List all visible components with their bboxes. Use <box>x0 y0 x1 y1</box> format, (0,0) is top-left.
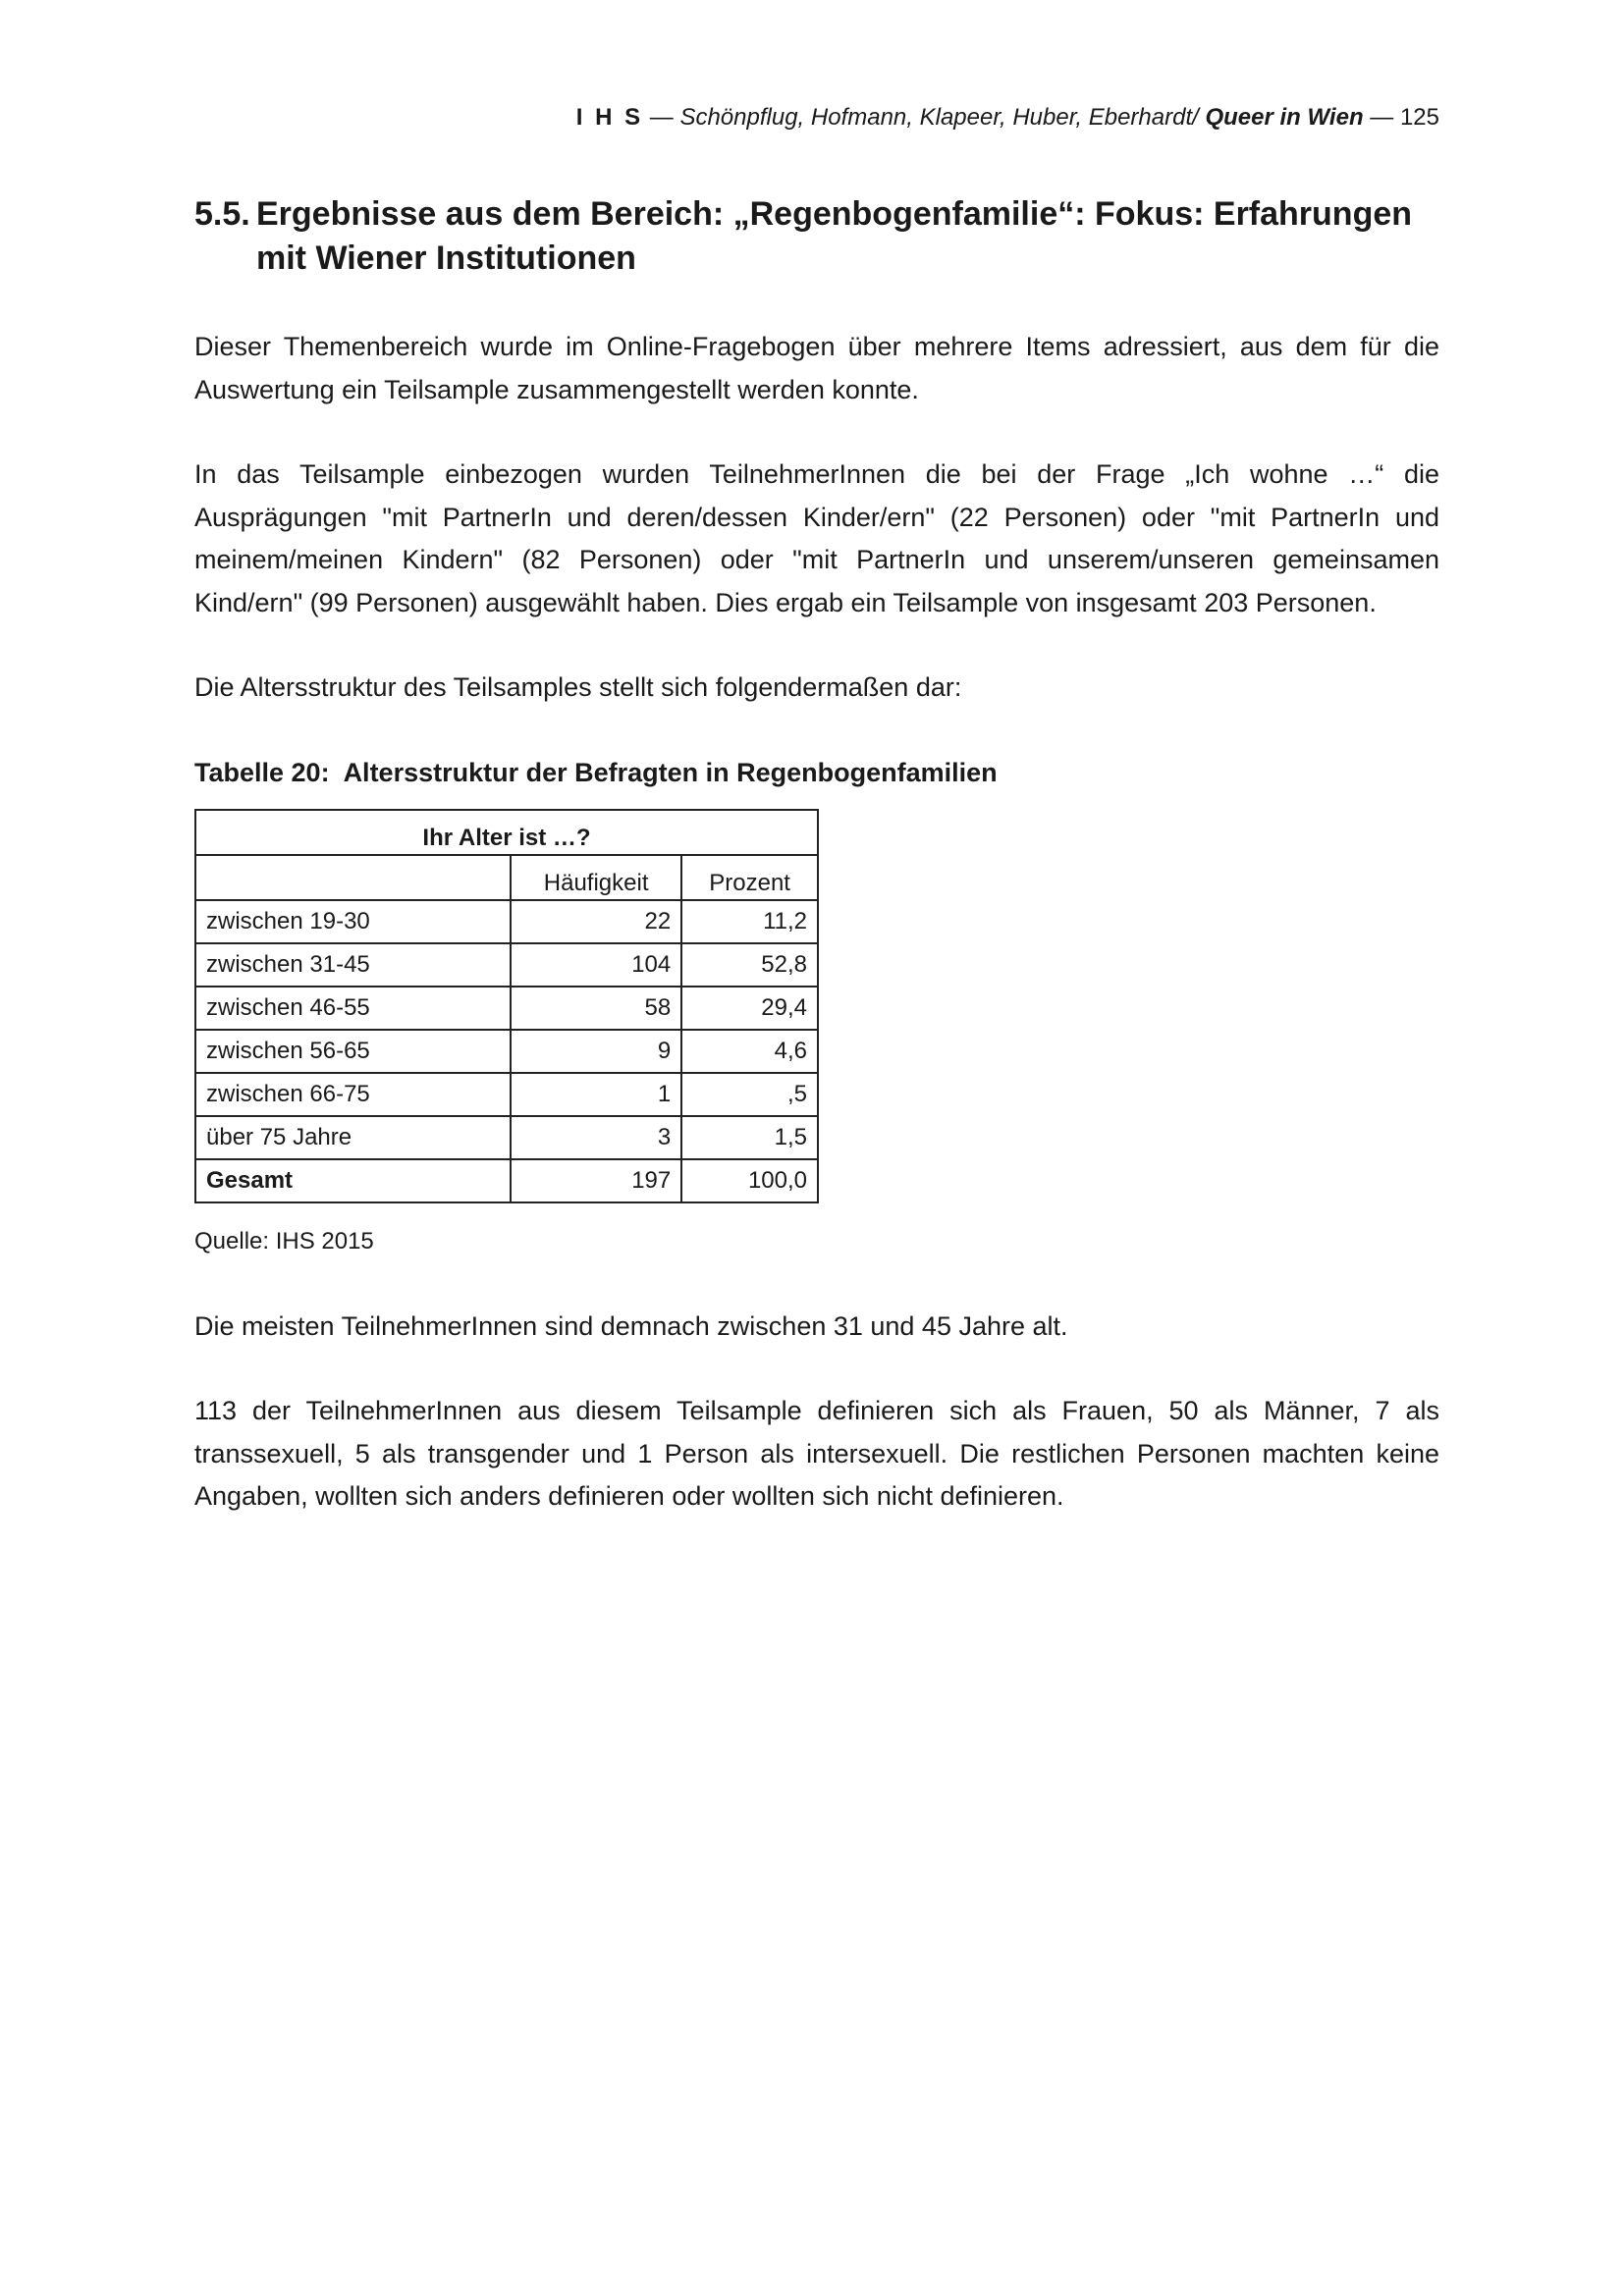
header-authors: Schönpflug, Hofmann, Klapeer, Huber, Eberhardt/ <box>679 104 1206 131</box>
table-source: Quelle: IHS 2015 <box>194 1228 374 1255</box>
row-label: zwischen 46-55 <box>195 987 511 1030</box>
row-frequency: 1 <box>511 1073 681 1116</box>
table-caption-label: Tabelle 20: <box>194 758 330 787</box>
paragraph: Dieser Themenbereich wurde im Online-Fragebogen über mehrere Items adressiert, aus dem für die Auswertung ein Teilsample zusammengestellt werden konnte. <box>194 332 1439 404</box>
row-frequency: 58 <box>511 987 681 1030</box>
section-title: Ergebnisse aus dem Bereich: „Regenbogenfamilie“: Fokus: Erfahrungen mit Wiener Institutionen <box>256 195 1413 277</box>
row-percent: 52,8 <box>681 943 818 987</box>
row-frequency: 22 <box>511 900 681 943</box>
row-percent: 4,6 <box>681 1030 818 1073</box>
column-header-percent: Prozent <box>681 855 818 900</box>
table-row <box>195 987 818 1030</box>
row-label: zwischen 66-75 <box>195 1073 511 1116</box>
running-header <box>194 103 1439 133</box>
row-percent: ,5 <box>681 1073 818 1116</box>
row-frequency: 104 <box>511 943 681 987</box>
row-frequency: 3 <box>511 1116 681 1159</box>
header-dash: — <box>643 104 680 131</box>
table-row <box>195 943 818 987</box>
total-percent: 100,0 <box>681 1159 818 1202</box>
row-percent: 29,4 <box>681 987 818 1030</box>
table-column-header-row <box>195 855 818 900</box>
row-label: über 75 Jahre <box>195 1116 511 1159</box>
paragraph: 113 der TeilnehmerInnen aus diesem Teilsample definieren sich als Frauen, 50 als Männer, 7 als transsexuell, 5 als transgender und 1 Person als intersexuell. Die restlichen Personen machten keine Angaben, wollten sich anders definieren oder wollten sich nicht definieren. <box>194 1396 1439 1511</box>
header-dash: — <box>1363 104 1400 131</box>
table-row <box>195 1073 818 1116</box>
table-total-row <box>195 1159 818 1202</box>
section-heading <box>194 192 1439 281</box>
header-org: I H S <box>575 104 644 131</box>
age-frequency-table <box>194 809 819 1203</box>
paragraph: Die Altersstruktur des Teilsamples stellt sich folgendermaßen dar: <box>194 672 962 702</box>
page-number: 125 <box>1399 104 1439 131</box>
table-row <box>195 1030 818 1073</box>
table-header-row <box>195 810 818 855</box>
row-percent: 11,2 <box>681 900 818 943</box>
section-number: 5.5. <box>194 195 250 233</box>
row-frequency: 9 <box>511 1030 681 1073</box>
total-label: Gesamt <box>195 1159 511 1202</box>
header-book-title: Queer in Wien <box>1205 104 1364 131</box>
total-frequency: 197 <box>511 1159 681 1202</box>
column-header-frequency: Häufigkeit <box>511 855 681 900</box>
row-label: zwischen 56-65 <box>195 1030 511 1073</box>
table-row <box>195 900 818 943</box>
table-caption <box>194 755 998 790</box>
row-percent: 1,5 <box>681 1116 818 1159</box>
row-label: zwischen 31-45 <box>195 943 511 987</box>
paragraph: Die meisten TeilnehmerInnen sind demnach zwischen 31 und 45 Jahre alt. <box>194 1311 1068 1341</box>
paragraph: In das Teilsample einbezogen wurden TeilnehmerInnen die bei der Frage „Ich wohne …“ die Ausprägungen "mit PartnerIn und deren/dessen Kinder/ern" (22 Personen) oder "mit PartnerIn und meinem/meinen Kindern" (82 Personen) oder "mit PartnerIn und unserem/unseren gemeinsamen Kind/ern" (99 Personen) ausgewählt haben. Dies ergab ein Teilsample von insgesamt 203 Personen. <box>194 459 1439 617</box>
table-question-header: Ihr Alter ist …? <box>195 810 818 855</box>
row-label: zwischen 19-30 <box>195 900 511 943</box>
table-row <box>195 1116 818 1159</box>
table-header-empty-cell <box>195 855 511 900</box>
table-caption-text: Altersstruktur der Befragten in Regenbogenfamilien <box>343 758 998 787</box>
